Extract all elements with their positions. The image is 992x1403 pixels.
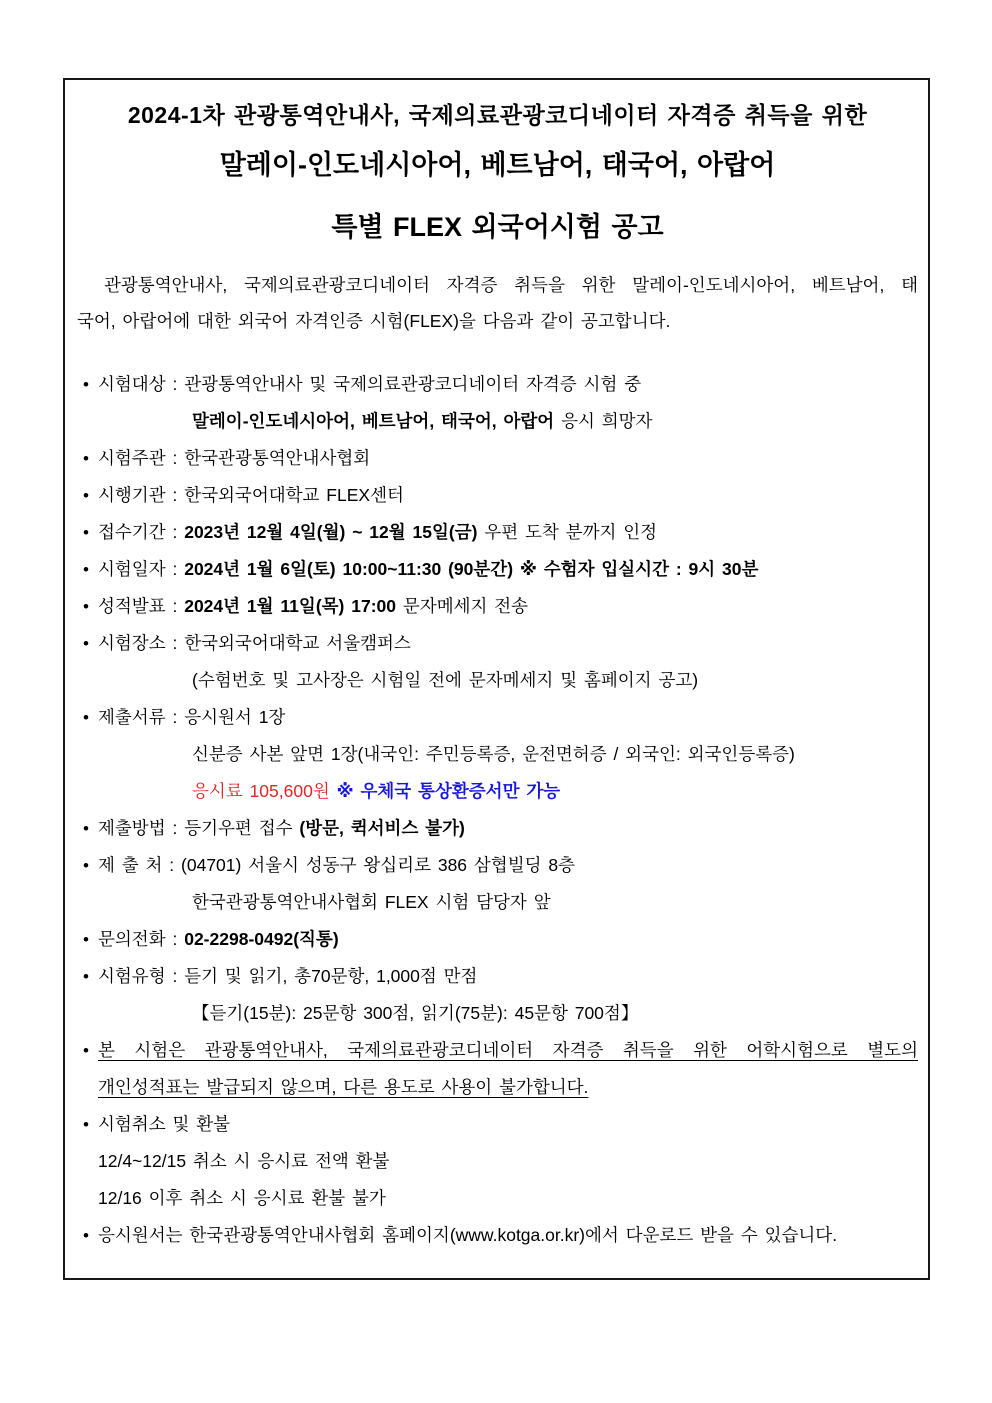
text-segment: 제출서류 : 응시원서 1장 [98,707,286,727]
text-segment: 문의전화 : [98,929,185,949]
bullet-icon: • [83,449,89,468]
bullet-icon: • [83,967,89,986]
item-disclaimer-2 [77,1069,918,1106]
item-exam-target [77,366,918,403]
text-segment: 응시원서는 한국관광통역안내사협회 홈페이지(www.kotga.or.kr)에서 다운로드 받을 수 있습니다. [98,1225,838,1245]
text-segment: 2024년 1월 11일(목) 17:00 [184,596,397,616]
bullet-icon: • [83,597,89,616]
text-segment: (방문, 퀵서비스 불가) [299,818,465,838]
notice-intro-paragraph [77,267,918,339]
item-cancellation-full-refund [77,1143,918,1180]
item-exam-date [77,551,918,588]
text-segment: 제 출 처 : (04701) 서울시 성동구 왕십리로 386 삼협빌딩 8층 [98,855,576,875]
text-segment: 2023년 12월 4일(월) ~ 12월 15일(금) [184,522,478,542]
bullet-icon: • [83,856,89,875]
bullet-icon: • [83,375,89,394]
text-segment: (수험번호 및 고사장은 시험일 전에 문자메세지 및 홈페이지 공고) [192,670,699,690]
bullet-icon: • [83,523,89,542]
text-segment: 본 시험은 관광통역안내사, 국제의료관광코디네이터 자격증 취득을 위한 어학시험으로 별도의 [98,1040,918,1060]
text-segment: 응시료 105,600원 [192,781,337,801]
text-segment: 제출방법 : 등기우편 접수 [98,818,300,838]
notice-intro-line-2: 국어, 아랍어에 대한 외국어 자격인증 시험(FLEX)을 다음과 같이 공고합니다. [77,311,671,331]
text-segment: 개인성적표는 발급되지 않으며, 다른 용도로 사용이 불가합니다. [98,1077,589,1097]
text-segment: 접수기간 : [98,522,185,542]
notice-intro-line-1: 관광통역안내사, 국제의료관광코디네이터 자격증 취득을 위한 말레이-인도네시아어, 베트남어, 태 [104,275,918,295]
text-segment: 한국관광통역안내사협회 FLEX 시험 담당자 앞 [192,892,551,912]
item-results-date [77,588,918,625]
bullet-icon: • [83,708,89,727]
item-exam-format [77,958,918,995]
bullet-icon: • [83,930,89,949]
text-segment: 응시 희망자 [554,411,653,431]
item-submission-method [77,810,918,847]
item-documents-fee [77,773,918,810]
text-segment: 시험주관 : 한국관광통역안내사협회 [98,448,371,468]
notice-border-box [63,78,930,1280]
notice-items [77,366,918,1254]
bullet-icon: • [83,634,89,653]
text-segment: ※ 우체국 통상환증서만 가능 [336,781,561,801]
item-exam-operator [77,477,918,514]
item-documents [77,699,918,736]
text-segment: 우편 도착 분까지 인정 [477,522,658,542]
notice-title-line-3: 특별 FLEX 외국어시험 공고 [331,212,664,242]
bullet-icon: • [83,1115,89,1134]
text-segment: 신분증 사본 앞면 1장(내국인: 주민등록증, 운전면허증 / 외국인: 외국인등록증) [192,744,795,764]
item-contact-phone [77,921,918,958]
text-segment: 시험장소 : 한국외국어대학교 서울캠퍼스 [98,633,411,653]
text-segment: 02-2298-0492(직통) [184,929,339,949]
text-segment: 12/4~12/15 취소 시 응시료 전액 환불 [98,1151,390,1171]
item-exam-location [77,625,918,662]
item-submission-address [77,847,918,884]
item-application-form-download [77,1217,918,1254]
text-segment: 2024년 1월 6일(토) 10:00~11:30 (90분간) ※ 수험자 입실시간 : 9시 30분 [184,559,759,579]
item-exam-target-langs [77,403,918,440]
bullet-icon: • [83,1226,89,1245]
item-exam-host [77,440,918,477]
item-cancellation-no-refund [77,1180,918,1217]
item-submission-address-2 [77,884,918,921]
text-segment: 문자메세지 전송 [396,596,529,616]
item-application-period [77,514,918,551]
item-exam-format-detail [77,995,918,1032]
bullet-icon: • [83,1041,89,1060]
text-segment: 시험대상 : 관광통역안내사 및 국제의료관광코디네이터 자격증 시험 중 [98,374,642,394]
text-segment: 시행기관 : 한국외국어대학교 FLEX센터 [98,485,404,505]
bullet-icon: • [83,819,89,838]
item-cancellation [77,1106,918,1143]
notice-content [65,99,928,1254]
notice-title-line-2: 말레이-인도네시아어, 베트남어, 태국어, 아랍어 [219,150,776,180]
text-segment: 【듣기(15분): 25문항 300점, 읽기(75분): 45문항 700점】 [192,1003,639,1023]
text-segment: 시험취소 및 환불 [98,1114,231,1134]
notice-title-line-1: 2024-1차 관광통역안내사, 국제의료관광코디네이터 자격증 취득을 위한 [127,102,868,128]
item-disclaimer [77,1032,918,1069]
text-segment: 12/16 이후 취소 시 응시료 환불 불가 [98,1188,386,1208]
text-segment: 시험일자 : [98,559,185,579]
bullet-icon: • [83,486,89,505]
text-segment: 말레이-인도네시아어, 베트남어, 태국어, 아랍어 [192,411,555,431]
item-documents-id [77,736,918,773]
text-segment: 성적발표 : [98,596,185,616]
item-exam-location-note [77,662,918,699]
text-segment: 시험유형 : 듣기 및 읽기, 총70문항, 1,000점 만점 [98,966,478,986]
bullet-icon: • [83,560,89,579]
